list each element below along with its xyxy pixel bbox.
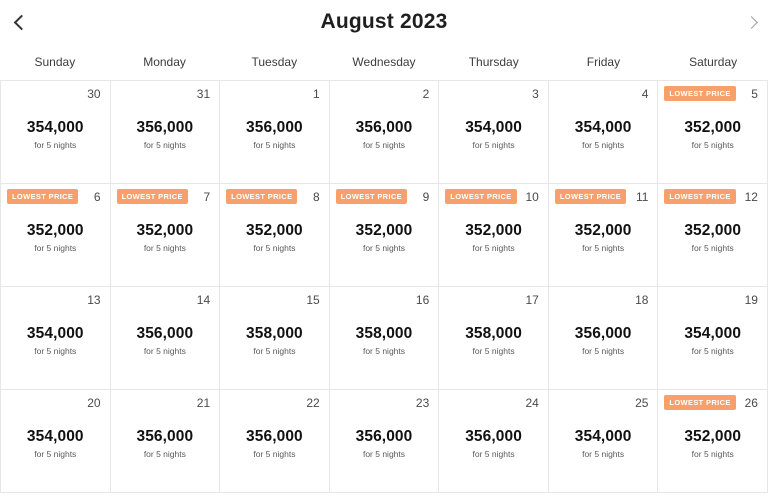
calendar-day-cell[interactable]: [658, 287, 768, 390]
price-block: [1, 428, 110, 459]
price-amount: 352,000: [684, 119, 742, 136]
calendar-day-cell[interactable]: [439, 287, 549, 390]
price-block: [330, 119, 439, 150]
calendar-day-cell[interactable]: [220, 390, 330, 493]
calendar-day-cell[interactable]: [549, 390, 659, 493]
price-block: [549, 428, 658, 459]
calendar-day-cell[interactable]: [658, 390, 768, 493]
day-number: 20: [87, 396, 101, 410]
day-number: 26: [744, 396, 758, 410]
day-number: 24: [525, 396, 539, 410]
calendar-day-cell[interactable]: [220, 81, 330, 184]
calendar-day-cell[interactable]: [439, 81, 549, 184]
day-number: 17: [525, 293, 539, 307]
calendar-day-cell[interactable]: [658, 184, 768, 287]
calendar-day-cell[interactable]: [220, 184, 330, 287]
price-block: [549, 325, 658, 356]
day-number: 21: [196, 396, 211, 410]
price-block: [658, 119, 767, 150]
price-nights-label: for 5 nights: [582, 243, 625, 253]
calendar-day-cell[interactable]: [111, 184, 221, 287]
day-number: 12: [744, 190, 758, 204]
lowest-price-badge: LOWEST PRICE: [664, 395, 735, 410]
price-nights-label: for 5 nights: [691, 140, 734, 150]
price-nights-label: for 5 nights: [253, 449, 296, 459]
day-number: 13: [87, 293, 101, 307]
day-number: 9: [422, 190, 430, 204]
price-nights-label: for 5 nights: [691, 243, 734, 253]
calendar-day-cell[interactable]: [111, 287, 221, 390]
price-block: [549, 119, 658, 150]
price-block: [111, 119, 220, 150]
price-block: [111, 325, 220, 356]
day-number: 19: [744, 293, 758, 307]
price-nights-label: for 5 nights: [472, 346, 515, 356]
price-nights-label: for 5 nights: [582, 140, 625, 150]
calendar-day-cell[interactable]: [439, 390, 549, 493]
weekday-label: Saturday: [689, 55, 738, 69]
price-nights-label: for 5 nights: [34, 140, 77, 150]
price-amount: 354,000: [26, 119, 84, 136]
weekday-label: Sunday: [34, 55, 76, 69]
calendar-grid: [0, 80, 768, 493]
price-nights-label: for 5 nights: [253, 140, 296, 150]
calendar-day-cell[interactable]: [1, 287, 111, 390]
day-number: 3: [532, 87, 539, 101]
chevron-left-icon: [14, 14, 30, 30]
price-block: [330, 222, 439, 253]
price-nights-label: for 5 nights: [472, 140, 515, 150]
price-amount: 352,000: [684, 222, 742, 239]
price-block: [439, 325, 548, 356]
calendar-day-cell[interactable]: [549, 184, 659, 287]
day-number: 25: [635, 396, 649, 410]
price-nights-label: for 5 nights: [362, 346, 406, 356]
page-title: August 2023: [320, 10, 448, 33]
price-block: [220, 222, 329, 253]
price-block: [111, 428, 220, 459]
price-amount: 354,000: [574, 119, 632, 136]
weekday-label: Monday: [143, 55, 186, 69]
day-number: 4: [641, 87, 649, 101]
calendar-header: [0, 0, 768, 44]
day-number: 11: [635, 190, 649, 204]
price-amount: 352,000: [26, 222, 84, 239]
price-nights-label: for 5 nights: [34, 449, 77, 459]
price-block: [111, 222, 220, 253]
price-amount: 356,000: [355, 428, 413, 445]
price-block: [220, 325, 329, 356]
price-amount: 352,000: [684, 428, 742, 445]
next-month-button[interactable]: [724, 0, 764, 44]
day-number: 14: [196, 293, 211, 307]
price-amount: 352,000: [246, 222, 303, 239]
price-nights-label: for 5 nights: [143, 346, 186, 356]
price-block: [658, 222, 767, 253]
lowest-price-badge: LOWEST PRICE: [7, 189, 78, 204]
day-number: 1: [313, 87, 320, 101]
price-amount: 356,000: [136, 428, 194, 445]
day-number: 31: [196, 87, 211, 101]
price-amount: 356,000: [246, 119, 303, 136]
weekday-label: Friday: [586, 55, 621, 69]
price-amount: 354,000: [465, 119, 522, 136]
price-block: [220, 428, 329, 459]
price-nights-label: for 5 nights: [472, 243, 515, 253]
price-amount: 352,000: [355, 222, 413, 239]
price-amount: 358,000: [246, 325, 303, 342]
day-number: 16: [415, 293, 430, 307]
price-block: [330, 325, 439, 356]
price-nights-label: for 5 nights: [253, 243, 296, 253]
lowest-price-badge: LOWEST PRICE: [664, 189, 735, 204]
lowest-price-badge: LOWEST PRICE: [226, 189, 297, 204]
price-block: [330, 428, 439, 459]
weekday-label: Tuesday: [251, 55, 298, 69]
price-amount: 354,000: [574, 428, 632, 445]
price-amount: 354,000: [26, 325, 84, 342]
price-block: [658, 325, 767, 356]
price-amount: 354,000: [26, 428, 84, 445]
price-block: [1, 325, 110, 356]
calendar-day-cell[interactable]: [1, 81, 111, 184]
day-number: 23: [415, 396, 430, 410]
calendar-day-cell[interactable]: [330, 81, 440, 184]
price-block: [439, 428, 548, 459]
price-block: [439, 222, 548, 253]
price-amount: 356,000: [355, 119, 413, 136]
previous-month-button[interactable]: [6, 0, 46, 44]
calendar-day-cell[interactable]: [549, 287, 659, 390]
day-number: 18: [635, 293, 649, 307]
price-nights-label: for 5 nights: [582, 346, 625, 356]
price-amount: 356,000: [465, 428, 522, 445]
price-nights-label: for 5 nights: [582, 449, 625, 459]
day-number: 30: [87, 87, 101, 101]
weekday-label: Wednesday: [352, 55, 416, 69]
calendar-day-cell[interactable]: [330, 287, 440, 390]
price-nights-label: for 5 nights: [143, 140, 186, 150]
price-nights-label: for 5 nights: [691, 449, 734, 459]
day-number: 15: [306, 293, 320, 307]
lowest-price-badge: LOWEST PRICE: [117, 189, 188, 204]
price-amount: 356,000: [136, 325, 194, 342]
price-block: [439, 119, 548, 150]
price-block: [1, 222, 110, 253]
day-number: 2: [422, 87, 430, 101]
lowest-price-badge: LOWEST PRICE: [336, 189, 407, 204]
calendar-day-cell[interactable]: [111, 81, 221, 184]
price-nights-label: for 5 nights: [362, 449, 406, 459]
price-block: [1, 119, 110, 150]
price-amount: 356,000: [574, 325, 632, 342]
price-nights-label: for 5 nights: [34, 346, 77, 356]
calendar-day-cell[interactable]: [1, 390, 111, 493]
price-nights-label: for 5 nights: [253, 346, 296, 356]
price-amount: 356,000: [136, 119, 194, 136]
calendar-day-cell[interactable]: [549, 81, 659, 184]
price-nights-label: for 5 nights: [362, 140, 406, 150]
price-nights-label: for 5 nights: [143, 449, 186, 459]
price-block: [549, 222, 658, 253]
calendar-day-cell[interactable]: [330, 390, 440, 493]
price-amount: 356,000: [246, 428, 303, 445]
day-number: 10: [525, 190, 539, 204]
day-number: 6: [93, 190, 101, 204]
price-nights-label: for 5 nights: [143, 243, 186, 253]
lowest-price-badge: LOWEST PRICE: [445, 189, 516, 204]
price-amount: 352,000: [574, 222, 632, 239]
day-number: 7: [203, 190, 211, 204]
price-amount: 358,000: [465, 325, 522, 342]
price-nights-label: for 5 nights: [34, 243, 77, 253]
day-number: 22: [306, 396, 320, 410]
calendar-day-cell[interactable]: [439, 184, 549, 287]
price-amount: 352,000: [465, 222, 522, 239]
lowest-price-badge: LOWEST PRICE: [555, 189, 626, 204]
calendar-day-cell[interactable]: [1, 184, 111, 287]
price-nights-label: for 5 nights: [691, 346, 734, 356]
price-block: [658, 428, 767, 459]
calendar-day-cell[interactable]: [658, 81, 768, 184]
lowest-price-badge: LOWEST PRICE: [664, 86, 735, 101]
price-amount: 358,000: [355, 325, 413, 342]
chevron-right-icon: [745, 16, 758, 29]
weekday-label: Thursday: [468, 55, 519, 69]
price-amount: 354,000: [684, 325, 742, 342]
calendar-day-cell[interactable]: [111, 390, 221, 493]
day-number: 5: [751, 87, 758, 101]
price-nights-label: for 5 nights: [362, 243, 406, 253]
weekday-header-row: [0, 44, 768, 80]
day-number: 8: [313, 190, 320, 204]
price-nights-label: for 5 nights: [472, 449, 515, 459]
price-amount: 352,000: [136, 222, 194, 239]
price-block: [220, 119, 329, 150]
calendar-day-cell[interactable]: [330, 184, 440, 287]
calendar-day-cell[interactable]: [220, 287, 330, 390]
